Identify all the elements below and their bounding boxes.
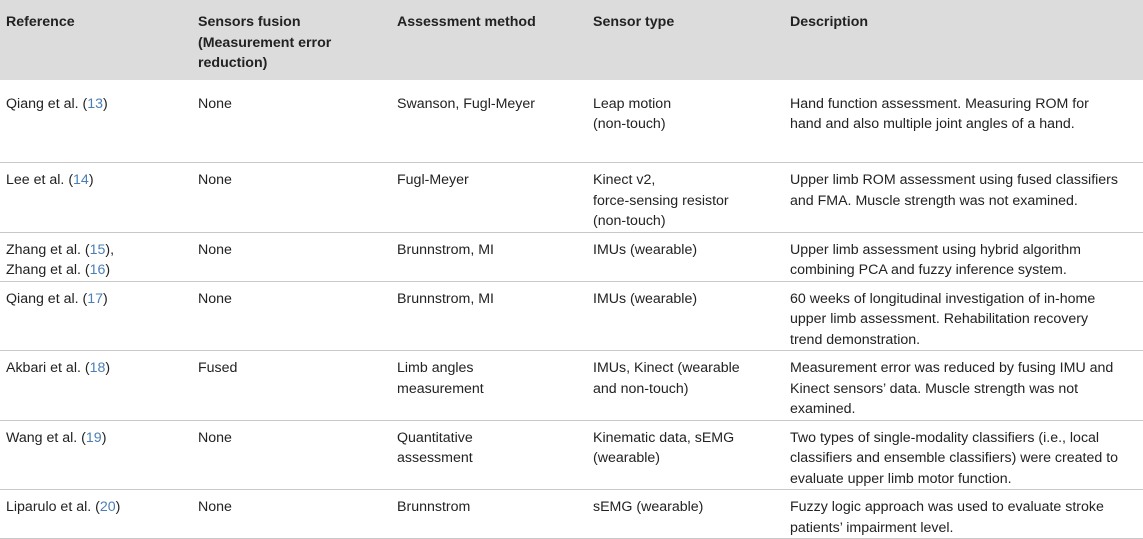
cell-reference: Liparulo et al. (20) <box>6 499 121 515</box>
cell-fusion: None <box>198 290 232 307</box>
table-row <box>0 351 1143 421</box>
cell-method: Quantitative assessment <box>397 429 473 466</box>
cell-reference: Qiang et al. (13) <box>6 95 108 112</box>
cell-sensor-type: sEMG (wearable) <box>593 499 704 515</box>
cell-description: 60 weeks of longitudinal investigation of in-home upper limb assessment. Rehabilitation recovery trend demonstration. <box>790 290 1096 348</box>
cell-description: Hand function assessment. Measuring ROM for hand and also multiple joint angles of a hand. <box>790 95 1089 132</box>
table-row <box>0 232 1143 281</box>
cell-reference: Akbari et al. (18) <box>6 360 111 376</box>
cell-description: Measurement error was reduced by fusing IMU and Kinect sensors’ data. Muscle strength was not examined. <box>790 360 1114 417</box>
reference-link[interactable]: 15 <box>89 241 106 258</box>
cell-sensor-type: Kinect v2, force-sensing resistor (non-touch) <box>593 172 729 229</box>
header-sensors-fusion-line1: Sensors fusion <box>198 14 301 30</box>
cell-sensor-type: Kinematic data, sEMG (wearable) <box>593 429 735 466</box>
header-reference: Reference <box>6 14 75 30</box>
cell-description: Upper limb assessment using hybrid algorithm combining PCA and fuzzy inference system. <box>790 241 1081 278</box>
cell-sensor-type: IMUs (wearable) <box>593 290 698 307</box>
reference-link[interactable]: 14 <box>73 172 89 188</box>
cell-description: Upper limb ROM assessment using fused classifiers and FMA. Muscle strength was not examined. <box>790 172 1119 209</box>
cell-sensor-type: IMUs (wearable) <box>593 241 698 258</box>
cell-description: Two types of single-modality classifiers (i.e., local classifiers and ensemble classifiers) were created to evaluate upper limb motor function. <box>790 429 1119 487</box>
cell-description: Fuzzy logic approach was used to evaluate stroke patients’ impairment level. <box>790 499 1104 536</box>
cell-reference: Wang et al. (19) <box>6 429 107 446</box>
reference-link[interactable]: 16 <box>89 262 106 278</box>
header-sensors-fusion-line2: (Measurement error <box>198 34 332 51</box>
cell-method: Brunnstrom <box>397 499 471 515</box>
header-sensor-type: Sensor type <box>593 14 675 30</box>
table-body <box>0 80 1143 539</box>
header-row <box>0 0 1143 80</box>
table-row <box>0 420 1143 490</box>
cell-fusion: None <box>198 172 232 188</box>
reference-link[interactable]: 13 <box>87 95 104 112</box>
cell-fusion: None <box>198 95 232 112</box>
header-assessment-method: Assessment method <box>397 14 536 30</box>
cell-method: Brunnstrom, MI <box>397 241 494 258</box>
reference-link[interactable]: 17 <box>87 290 104 307</box>
table-row <box>0 281 1143 351</box>
header-description: Description <box>790 14 869 30</box>
cell-reference: Zhang et al. (15), Zhang et al. (16) <box>6 241 115 278</box>
header-sensors-fusion-line3: reduction) <box>198 55 268 71</box>
cell-fusion: None <box>198 499 232 515</box>
cell-method: Swanson, Fugl-Meyer <box>397 95 535 112</box>
cell-fusion: None <box>198 429 232 446</box>
table-row <box>0 490 1143 539</box>
table-row <box>0 80 1143 163</box>
reference-link[interactable]: 18 <box>89 360 106 376</box>
cell-reference: Lee et al. (14) <box>6 172 94 188</box>
reference-link[interactable]: 20 <box>99 499 116 515</box>
header-sensors-fusion <box>192 0 391 80</box>
cell-fusion: None <box>198 241 232 258</box>
cell-method: Brunnstrom, MI <box>397 290 494 307</box>
cell-method: Fugl-Meyer <box>397 172 469 188</box>
cell-sensor-type: Leap motion (non-touch) <box>593 95 672 132</box>
cell-reference: Qiang et al. (17) <box>6 290 108 307</box>
cell-sensor-type: IMUs, Kinect (wearable and non-touch) <box>593 360 740 397</box>
reference-link[interactable]: 19 <box>85 429 102 446</box>
cell-fusion: Fused <box>198 360 238 376</box>
table-header <box>0 0 1143 80</box>
table-row <box>0 163 1143 233</box>
cell-method: Limb angles measurement <box>397 360 484 397</box>
